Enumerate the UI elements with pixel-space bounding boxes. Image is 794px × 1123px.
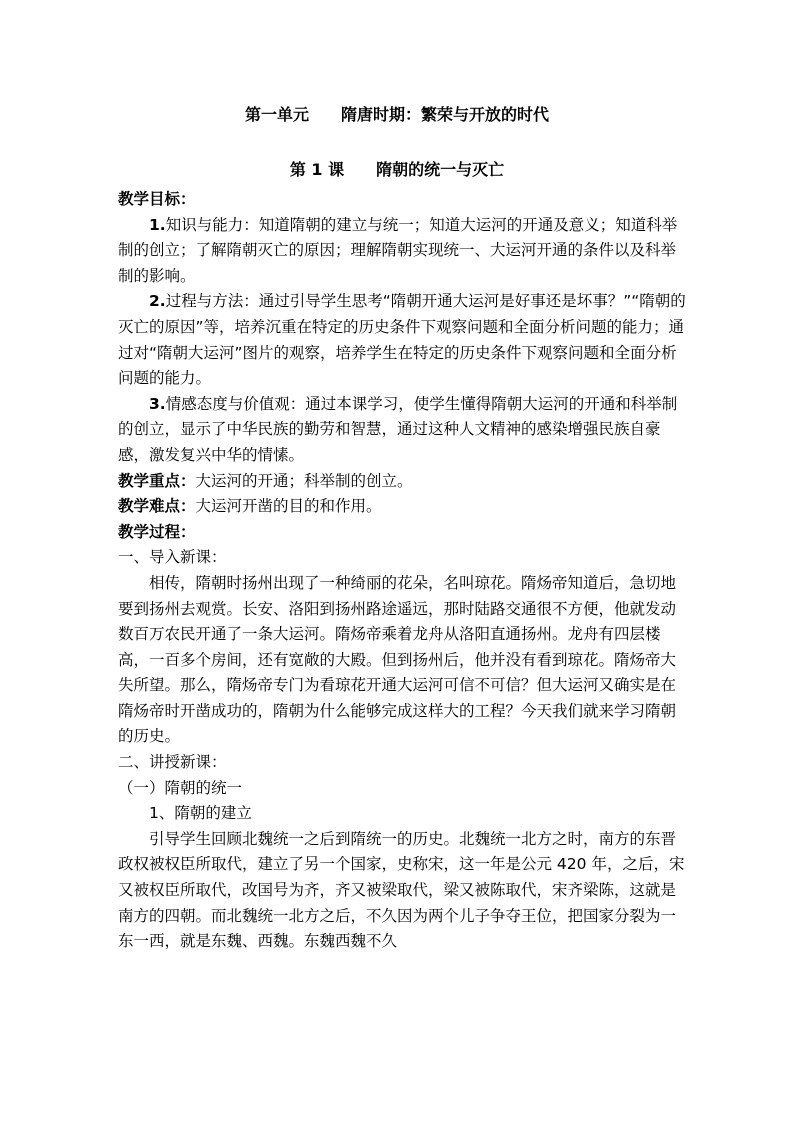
objectives-heading: 教学目标： <box>118 190 196 208</box>
objective-3 <box>118 392 688 469</box>
process-heading: 教学过程： <box>118 522 196 541</box>
objective-2-label: 2. <box>149 292 166 311</box>
key-point-text: 大运河的开通；科举制的创立。 <box>195 471 413 490</box>
objective-1-label: 1. <box>149 215 166 234</box>
objective-1-text: 知识与能力：知道隋朝的建立与统一；知道大运河的开通及意义；知道科举制的创立；了解隋朝灭亡的原因；理解隋朝实现统一、大运河开通的条件以及科举制的影响。 <box>118 215 678 285</box>
objective-3-text: 情感态度与价值观：通过本课学习，使学生懂得隋朝大运河的开通和科举制的创立，显示了中华民族的勤劳和智慧，通过这种人文精神的感染增强民族自豪感，激发复兴中华的情愫。 <box>118 394 678 464</box>
objective-2 <box>118 289 688 391</box>
subsubsection-heading: 1、隋朝的建立 <box>149 804 252 823</box>
objective-3-label: 3. <box>149 394 166 413</box>
intro-paragraph: 相传，隋朝时扬州出现了一种绮丽的花朵，名叫琼花。隋炀帝知道后，急切地要到扬州去观赏。长安、洛阳到扬州路途遥远，那时陆路交通很不方便，他就发动数百万农民开通了一条大运河。隋炀帝乘着龙舟从洛阳直通扬州。龙舟有四层楼高，一百多个房间，还有宽敞的大殿。但到扬州后，他并没有看到琼花。隋炀帝大失所望。那么，隋炀帝专门为看琼花开通大运河可信不可信？但大运河又确实是在隋炀帝时开凿成功的，隋朝为什么能够完成这样大的工程？今天我们就来学习隋朝的历史。 <box>118 573 677 746</box>
document-body <box>118 187 688 955</box>
difficulty-label: 教学难点： <box>118 497 196 516</box>
difficulty-text: 大运河开凿的目的和作用。 <box>195 497 382 516</box>
key-point <box>118 469 688 495</box>
lesson-title: 第 1 课 隋朝的统一与灭亡 <box>289 160 505 179</box>
difficulty <box>118 494 688 520</box>
section-heading-intro: 一、导入新课： <box>118 548 227 567</box>
establish-paragraph: 引导学生回顾北魏统一之后到隋统一的历史。北魏统一北方之时，南方的东晋政权被权臣所取代，建立了另一个国家，史称宋，这一年是公元 420 年，之后，宋又被权臣所取代，改国号为齐，齐又被梁取代，梁又被陈取代，宋齐梁陈，这就是南方的四朝。而北魏统一北方之后，不久因为两个儿子争夺王位，把国家分裂为一东一西，就是东魏、西魏。东魏西魏不久 <box>118 829 685 951</box>
key-point-label: 教学重点： <box>118 471 196 490</box>
subsection-heading: （一）隋朝的统一 <box>118 778 243 797</box>
objective-2-text: 过程与方法：通过引导学生思考“隋朝开通大运河是好事还是坏事？”“隋朝的灭亡的原因”等，培养沉重在特定的历史条件下观察问题和全面分析问题的能力；通过对“隋朝大运河”图片的观察，培养学生在特定的历史条件下观察问题和全面分析问题的能力。 <box>118 292 686 388</box>
section-heading-lecture: 二、讲授新课： <box>118 753 227 772</box>
objective-1 <box>118 213 688 290</box>
unit-title: 第一单元 隋唐时期：繁荣与开放的时代 <box>244 105 549 124</box>
